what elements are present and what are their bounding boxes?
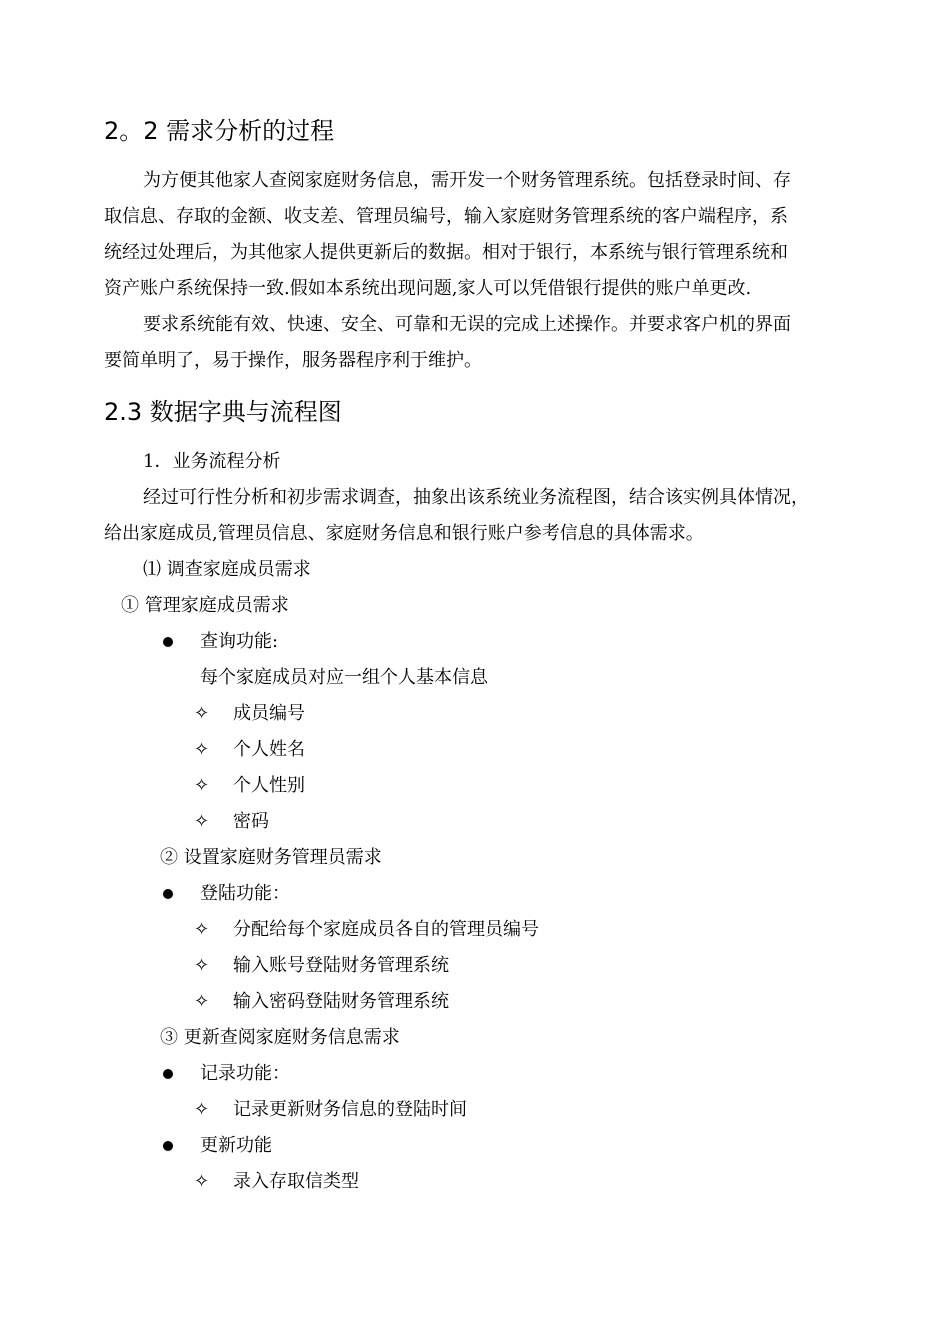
- description-text: 每个家庭成员对应一组个人基本信息: [200, 667, 488, 688]
- bullet-text: 记录功能：: [200, 1063, 290, 1084]
- star-bullet-icon: ✧: [194, 1099, 210, 1120]
- section-heading-2-2: 2。2 需求分析的过程: [104, 117, 335, 145]
- requirement-title: ③ 更新查阅家庭财务信息需求: [160, 1027, 400, 1048]
- section-heading-2-3: 2.3 数据字典与流程图: [104, 398, 342, 426]
- star-bullet-icon: ✧: [194, 775, 210, 796]
- paragraph-line: 资产账户系统保持一致.假如本系统出现问题,家人可以凭借银行提供的账户单更改.: [104, 278, 752, 299]
- bullet-dot: [163, 1069, 173, 1079]
- list-item: 个人性别: [233, 775, 305, 796]
- subsection-title: ⑴ 调查家庭成员需求: [143, 559, 311, 580]
- list-item: 分配给每个家庭成员各自的管理员编号: [233, 919, 539, 940]
- star-bullet-icon: ✧: [194, 955, 210, 976]
- paragraph-line: 给出家庭成员,管理员信息、家庭财务信息和银行账户参考信息的具体需求。: [104, 523, 704, 544]
- paragraph-line: 经过可行性分析和初步需求调查，抽象出该系统业务流程图，结合该实例具体情况，: [143, 487, 809, 508]
- star-bullet-icon: ✧: [194, 739, 210, 760]
- list-item: 记录更新财务信息的登陆时间: [233, 1099, 467, 1120]
- list-item: 录入存取信类型: [233, 1171, 359, 1192]
- paragraph-line: 统经过处理后，为其他家人提供更新后的数据。相对于银行，本系统与银行管理系统和: [104, 242, 788, 263]
- star-bullet-icon: ✧: [194, 919, 210, 940]
- bullet-dot: [163, 1141, 173, 1151]
- star-bullet-icon: ✧: [194, 1171, 210, 1192]
- numbered-item: 1．业务流程分析: [143, 451, 281, 472]
- list-item: 密码: [233, 811, 269, 832]
- paragraph-line: 要简单明了，易于操作，服务器程序利于维护。: [104, 350, 482, 371]
- bullet-text: 登陆功能：: [200, 883, 290, 904]
- requirement-title: ② 设置家庭财务管理员需求: [160, 847, 382, 868]
- list-item: 个人姓名: [233, 739, 305, 760]
- star-bullet-icon: ✧: [194, 991, 210, 1012]
- bullet-dot: [163, 637, 173, 647]
- paragraph-line: 取信息、存取的金额、收支差、管理员编号，输入家庭财务管理系统的客户端程序，系: [104, 206, 788, 227]
- bullet-text: 查询功能:: [200, 631, 279, 652]
- list-item: 输入账号登陆财务管理系统: [233, 955, 449, 976]
- requirement-title: ① 管理家庭成员需求: [121, 595, 289, 616]
- list-item: 输入密码登陆财务管理系统: [233, 991, 449, 1012]
- star-bullet-icon: ✧: [194, 811, 210, 832]
- list-item: 成员编号: [233, 703, 305, 724]
- paragraph-line: 为方便其他家人查阅家庭财务信息，需开发一个财务管理系统。包括登录时间、存: [143, 170, 791, 191]
- bullet-dot: [163, 889, 173, 899]
- star-bullet-icon: ✧: [194, 703, 210, 724]
- bullet-text: 更新功能: [200, 1135, 272, 1156]
- paragraph-line: 要求系统能有效、快速、安全、可靠和无误的完成上述操作。并要求客户机的界面: [143, 314, 791, 335]
